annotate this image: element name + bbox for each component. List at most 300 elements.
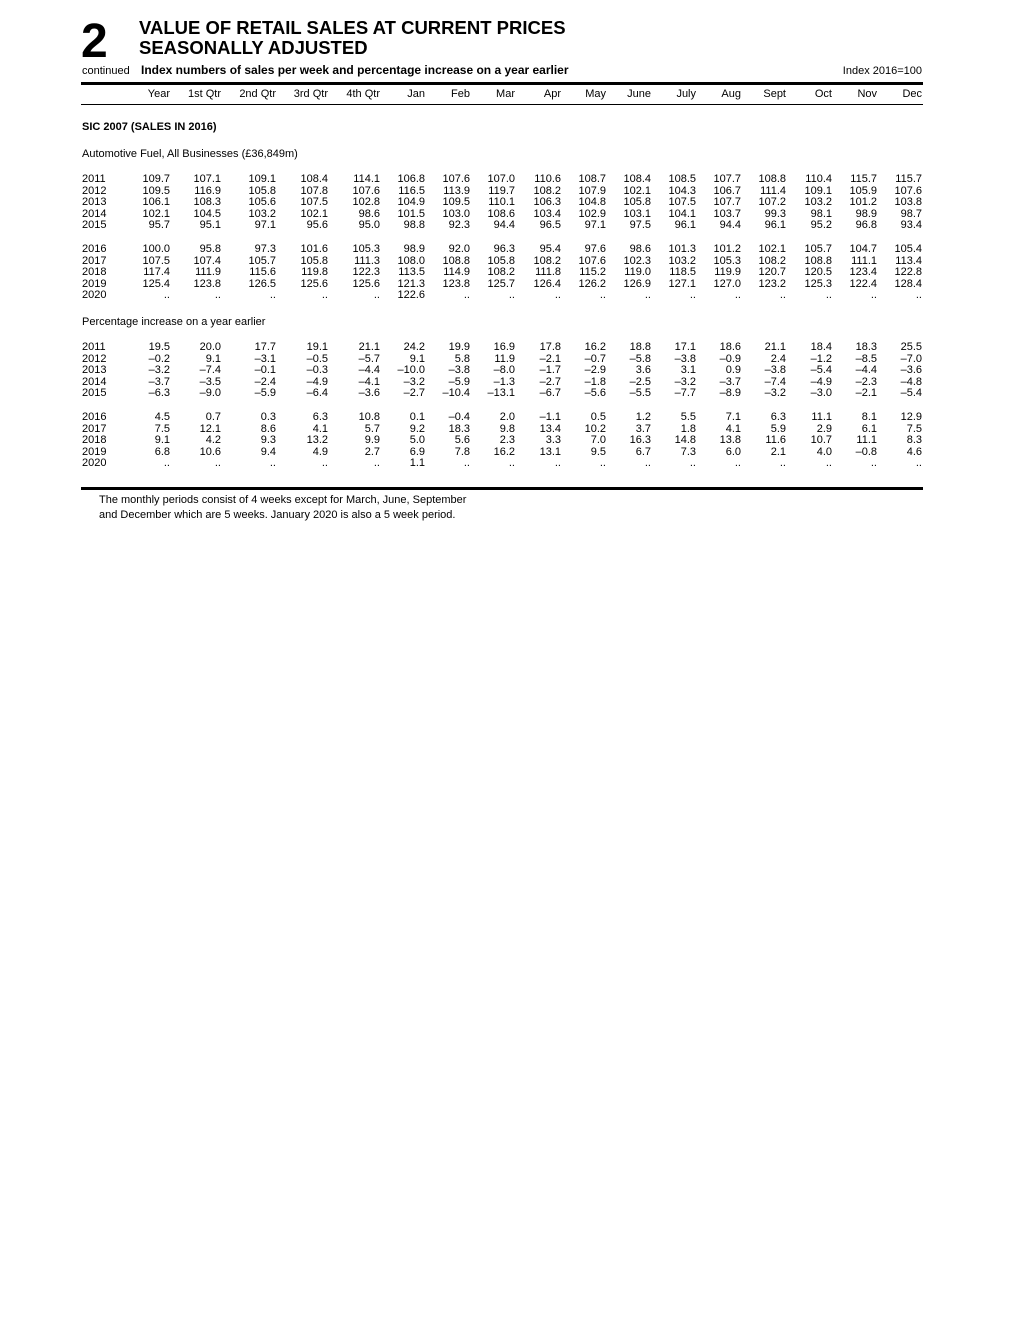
table-cell: .. [644, 289, 651, 301]
table-cell: 104.3 [668, 184, 696, 197]
table-cell: .. [163, 289, 170, 301]
table-cell: –10.4 [442, 387, 470, 399]
table-cell: 118.5 [669, 266, 696, 278]
table-cell: .. [689, 289, 696, 301]
table-row [0, 185, 1020, 197]
table-cell: 115.2 [579, 266, 606, 278]
table-cell: 105.6 [248, 196, 276, 208]
table-cell: –7.4 [764, 375, 786, 388]
column-header: 1st Qtr [187, 88, 221, 100]
section-label-percentage: Percentage increase on a year earlier [82, 316, 266, 328]
table-cell: 108.7 [578, 173, 606, 185]
table-cell: 101.2 [713, 243, 741, 255]
table-cell: 108.8 [804, 254, 832, 267]
table-cell: 114.9 [443, 266, 470, 278]
table-cell: 21.1 [358, 341, 380, 353]
column-header: 3rd Qtr [293, 88, 328, 100]
table-cell: 104.7 [849, 243, 877, 255]
footnote [99, 493, 466, 522]
table-cell: 98.1 [810, 207, 832, 220]
table-cell: –4.1 [358, 375, 380, 388]
table-cell: –2.5 [629, 375, 651, 388]
table-cell: 6.7 [635, 445, 651, 458]
table-cell: 18.8 [629, 341, 651, 353]
table-cell: .. [214, 289, 221, 301]
table-cell: –5.6 [584, 387, 606, 399]
continued-label: continued [82, 65, 130, 77]
table-cell: 104.8 [578, 196, 606, 208]
footnote-line-1: The monthly periods consist of 4 weeks except for March, June, September [99, 494, 467, 506]
table-cell: 21.1 [764, 341, 786, 353]
table-cell: 105.8 [300, 254, 328, 267]
table-cell: –3.2 [674, 375, 696, 388]
table-cell: –3.0 [810, 387, 832, 399]
top-rule [81, 82, 923, 85]
table-cell: –7.7 [674, 387, 696, 399]
table-cell: –2.7 [403, 387, 425, 399]
table-cell: –3.7 [148, 375, 170, 388]
table-cell: 4.2 [205, 434, 221, 446]
table-cell: –7.4 [199, 364, 221, 376]
row-year: 2016 [82, 243, 107, 255]
table-cell: 110.1 [488, 196, 515, 208]
title-line-1: VALUE OF RETAIL SALES AT CURRENT PRICES [139, 17, 566, 38]
table-cell: 108.3 [193, 196, 221, 208]
table-cell: –3.6 [358, 387, 380, 399]
row-year: 2020 [82, 289, 107, 301]
table-cell: 18.3 [448, 422, 470, 435]
table-cell: 4.1 [312, 422, 328, 435]
table-cell: –4.8 [900, 375, 922, 388]
row-year: 2019 [82, 445, 107, 458]
column-header: Apr [543, 88, 561, 100]
row-year: 2011 [82, 341, 106, 353]
table-cell: –8.9 [719, 387, 741, 399]
table-cell: .. [163, 457, 170, 469]
table-cell: –3.8 [674, 352, 696, 365]
table-cell: –3.2 [148, 364, 170, 376]
table-cell: –1.2 [810, 352, 832, 365]
table-cell: –6.3 [148, 387, 170, 399]
table-cell: 119.7 [488, 184, 515, 197]
table-row [0, 434, 1020, 446]
table-cell: 1.2 [635, 411, 651, 423]
table-cell: 120.5 [804, 266, 832, 278]
table-cell: –0.9 [719, 352, 741, 365]
table-cell: 4.5 [154, 411, 170, 423]
table-cell: 107.7 [713, 196, 741, 208]
table-cell: –3.2 [764, 387, 786, 399]
table-cell: 103.0 [442, 207, 470, 220]
table-cell: –5.9 [254, 387, 276, 399]
row-year: 2016 [82, 411, 107, 423]
table-cell: 11.1 [811, 411, 832, 423]
table-cell: 0.3 [260, 411, 276, 423]
table-cell: 97.5 [629, 219, 651, 231]
table-cell: 10.6 [199, 445, 221, 458]
table-cell: 104.5 [193, 207, 221, 220]
table-row [0, 196, 1020, 208]
table-cell: –3.8 [764, 364, 786, 376]
table-cell: 108.2 [533, 254, 561, 267]
table-cell: 104.9 [397, 196, 425, 208]
table-cell: 6.0 [725, 445, 741, 458]
table-cell: 115.7 [895, 173, 922, 185]
table-cell: 105.8 [248, 184, 276, 197]
table-cell: 119.0 [624, 266, 651, 278]
table-cell: 5.6 [454, 434, 470, 446]
table-row [0, 411, 1020, 423]
table-cell: .. [554, 457, 561, 469]
table-row [0, 289, 1020, 301]
table-subtitle: Index numbers of sales per week and percentage increase on a year earlier [141, 63, 569, 77]
row-year: 2013 [82, 364, 107, 376]
table-cell: 9.2 [409, 422, 425, 435]
column-header: Aug [721, 88, 741, 100]
header-rule [81, 104, 923, 105]
table-cell: 102.8 [352, 196, 380, 208]
table-cell: 10.7 [810, 434, 832, 446]
column-header: June [627, 88, 651, 100]
table-cell: –5.4 [810, 364, 832, 376]
table-cell: –2.7 [539, 375, 561, 388]
row-year: 2012 [82, 352, 107, 365]
table-cell: .. [734, 289, 741, 301]
table-row [0, 423, 1020, 435]
table-cell: 97.6 [584, 243, 606, 255]
column-header: Nov [857, 88, 877, 100]
table-cell: 98.6 [358, 207, 380, 220]
table-cell: 103.1 [623, 207, 651, 220]
table-cell: 119.8 [301, 266, 328, 278]
table-cell: –5.9 [448, 375, 470, 388]
table-cell: 98.9 [855, 207, 877, 220]
table-cell: 9.1 [409, 352, 425, 365]
bottom-rule [81, 487, 923, 490]
table-cell: –3.5 [199, 375, 221, 388]
row-year: 2018 [82, 434, 107, 446]
table-cell: –3.2 [403, 375, 425, 388]
table-cell: 107.6 [352, 184, 380, 197]
table-cell: 12.9 [900, 411, 922, 423]
table-cell: 105.8 [623, 196, 651, 208]
column-header: 4th Qtr [346, 88, 380, 100]
table-cell: 13.4 [539, 422, 561, 435]
table-cell: 125.6 [300, 277, 328, 290]
table-cell: –4.9 [306, 375, 328, 388]
table-cell: 92.0 [448, 243, 470, 255]
table-cell: 6.1 [861, 422, 877, 435]
table-cell: –4.4 [855, 364, 877, 376]
table-cell: 113.9 [443, 184, 470, 197]
column-header: Mar [496, 88, 515, 100]
table-cell: 111.3 [354, 254, 380, 267]
table-cell: .. [825, 289, 832, 301]
table-cell: 108.2 [758, 254, 786, 267]
column-header: May [585, 88, 606, 100]
table-cell: 101.2 [849, 196, 877, 208]
table-cell: 103.4 [533, 207, 561, 220]
table-cell: 18.6 [719, 341, 741, 353]
table-row [0, 278, 1020, 290]
table-cell: 113.4 [895, 254, 922, 267]
table-cell: 96.8 [855, 219, 877, 231]
table-cell: 102.9 [578, 207, 606, 220]
table-cell: 107.6 [442, 173, 470, 185]
table-cell: 7.5 [906, 422, 922, 435]
table-cell: 0.9 [725, 364, 741, 376]
table-cell: 95.2 [810, 219, 832, 231]
table-cell: 10.8 [358, 411, 380, 423]
table-cell: –8.5 [855, 352, 877, 365]
table-cell: 111.8 [535, 266, 561, 278]
table-cell: 13.1 [539, 445, 561, 458]
table-cell: 95.1 [199, 219, 221, 231]
table-number: 2 [81, 15, 108, 68]
table-cell: 127.1 [668, 277, 696, 290]
table-cell: 17.7 [254, 341, 276, 353]
table-cell: 123.8 [442, 277, 470, 290]
table-cell: 102.1 [300, 207, 328, 220]
table-cell: –1.1 [539, 411, 561, 423]
table-cell: 125.3 [804, 277, 832, 290]
table-cell: .. [644, 457, 651, 469]
table-row [0, 457, 1020, 469]
table-cell: 7.5 [154, 422, 170, 435]
table-cell: 122.6 [397, 289, 425, 301]
table-cell: .. [870, 289, 877, 301]
table-cell: –2.1 [855, 387, 877, 399]
table-cell: 3.7 [635, 422, 651, 435]
table-cell: 13.8 [719, 434, 741, 446]
table-cell: .. [779, 457, 786, 469]
table-cell: 96.1 [674, 219, 696, 231]
table-cell: 96.1 [764, 219, 786, 231]
table-cell: 120.7 [758, 266, 786, 278]
table-cell: 3.1 [680, 364, 696, 376]
table-cell: 105.4 [894, 243, 922, 255]
table-cell: 92.3 [448, 219, 470, 231]
table-cell: 19.5 [148, 341, 170, 353]
table-cell: 97.1 [254, 219, 276, 231]
table-cell: 8.6 [260, 422, 276, 435]
table-cell: 115.6 [249, 266, 276, 278]
table-cell: .. [915, 457, 922, 469]
table-cell: .. [269, 289, 276, 301]
table-cell: 5.8 [454, 352, 470, 365]
table-cell: –1.3 [493, 375, 515, 388]
row-year: 2018 [82, 266, 107, 278]
table-cell: 3.6 [635, 364, 651, 376]
table-cell: 125.6 [352, 277, 380, 290]
table-cell: 111.1 [851, 254, 877, 267]
table-cell: –7.0 [900, 352, 922, 365]
table-cell: 5.0 [409, 434, 425, 446]
table-row [0, 219, 1020, 231]
table-cell: 115.7 [850, 173, 877, 185]
table-cell: 1.1 [409, 457, 425, 469]
table-cell: 5.9 [770, 422, 786, 435]
table-cell: 13.2 [306, 434, 328, 446]
table-row [0, 173, 1020, 185]
table-cell: 121.3 [397, 277, 425, 290]
table-cell: 105.7 [804, 243, 832, 255]
table-cell: 18.4 [810, 341, 832, 353]
table-row [0, 266, 1020, 278]
table-cell: 106.8 [397, 173, 425, 185]
table-cell: 107.1 [193, 173, 221, 185]
table-cell: –2.9 [584, 364, 606, 376]
table-cell: 1.8 [680, 422, 696, 435]
table-cell: 95.4 [539, 243, 561, 255]
table-cell: 110.6 [534, 173, 561, 185]
table-cell: 101.5 [397, 207, 425, 220]
table-cell: 106.1 [142, 196, 170, 208]
table-cell: 19.1 [306, 341, 328, 353]
column-header: Sept [763, 88, 786, 100]
table-cell: 125.4 [142, 277, 170, 290]
table-cell: .. [915, 289, 922, 301]
table-row [0, 255, 1020, 267]
table-cell: 2.7 [364, 445, 380, 458]
table-cell: 111.9 [195, 266, 221, 278]
row-year: 2014 [82, 207, 107, 220]
table-cell: 123.2 [758, 277, 786, 290]
table-cell: 7.1 [725, 411, 741, 423]
table-cell: 122.4 [849, 277, 877, 290]
table-cell: 2.9 [816, 422, 832, 435]
footnote-line-2: and December which are 5 weeks. January 2020 is also a 5 week period. [99, 508, 456, 521]
table-cell: .. [689, 457, 696, 469]
table-cell: 101.6 [300, 243, 328, 255]
table-cell: 105.8 [487, 254, 515, 267]
table-cell: 108.2 [533, 184, 561, 197]
table-cell: 0.7 [205, 411, 221, 423]
table-cell: 14.8 [674, 434, 696, 446]
table-cell: 107.4 [193, 254, 221, 267]
table-cell: 95.6 [306, 219, 328, 231]
table-cell: 9.9 [364, 434, 380, 446]
table-cell: 116.9 [194, 184, 221, 197]
table-cell: .. [599, 289, 606, 301]
table-cell: 101.3 [668, 243, 696, 255]
table-cell: 105.3 [713, 254, 741, 267]
table-cell: 108.0 [397, 254, 425, 267]
table-row [0, 364, 1020, 376]
table-cell: –3.8 [448, 364, 470, 376]
row-year: 2017 [82, 254, 107, 267]
table-cell: 107.9 [578, 184, 606, 197]
table-cell: .. [870, 457, 877, 469]
table-cell: 7.3 [680, 445, 696, 458]
table-cell: .. [373, 289, 380, 301]
row-year: 2015 [82, 219, 107, 231]
table-cell: 19.9 [448, 341, 470, 353]
table-cell: –0.3 [306, 364, 328, 376]
table-cell: –6.7 [539, 387, 561, 399]
column-header: Jan [407, 88, 425, 100]
table-cell: 99.3 [764, 207, 786, 220]
table-cell: 0.1 [409, 411, 425, 423]
table-cell: 111.4 [760, 184, 786, 197]
table-cell: .. [734, 457, 741, 469]
table-cell: 96.5 [539, 219, 561, 231]
row-year: 2011 [82, 173, 106, 185]
table-cell: 9.4 [260, 445, 276, 458]
table-cell: 95.7 [148, 219, 170, 231]
table-cell: 108.4 [623, 173, 651, 185]
table-cell: 102.3 [623, 254, 651, 267]
table-cell: –6.4 [306, 387, 328, 399]
table-cell: 107.5 [300, 196, 328, 208]
table-cell: –5.8 [629, 352, 651, 365]
table-cell: 102.1 [142, 207, 170, 220]
table-cell: 109.5 [142, 184, 170, 197]
table-cell: 125.7 [487, 277, 515, 290]
row-year: 2012 [82, 184, 107, 197]
table-cell: –10.0 [397, 364, 425, 376]
table-cell: 114.1 [353, 173, 380, 185]
table-cell: –0.8 [855, 445, 877, 458]
table-cell: 3.3 [545, 434, 561, 446]
table-cell: –1.8 [584, 375, 606, 388]
row-year: 2017 [82, 422, 107, 435]
table-cell: 103.2 [248, 207, 276, 220]
table-cell: 8.1 [861, 411, 877, 423]
table-cell: 18.3 [855, 341, 877, 353]
table-cell: 16.2 [584, 341, 606, 353]
table-cell: 9.1 [205, 352, 221, 365]
table-cell: 4.6 [906, 445, 922, 458]
table-cell: 126.4 [533, 277, 561, 290]
table-cell: 105.3 [352, 243, 380, 255]
table-cell: 128.4 [894, 277, 922, 290]
table-cell: –4.9 [810, 375, 832, 388]
table-cell: –3.7 [719, 375, 741, 388]
table-cell: 107.5 [142, 254, 170, 267]
table-cell: 98.8 [403, 219, 425, 231]
table-cell: 7.8 [454, 445, 470, 458]
table-cell: 4.0 [816, 445, 832, 458]
table-cell: 8.3 [906, 434, 922, 446]
table-cell: 10.2 [584, 422, 606, 435]
table-cell: –0.7 [584, 352, 606, 365]
table-cell: .. [214, 457, 221, 469]
table-cell: 109.7 [142, 173, 170, 185]
table-cell: 98.6 [629, 243, 651, 255]
table-cell: 9.1 [154, 434, 170, 446]
table-cell: –5.5 [629, 387, 651, 399]
column-header: July [676, 88, 696, 100]
table-cell: 6.3 [770, 411, 786, 423]
table-cell: 126.9 [623, 277, 651, 290]
row-year: 2014 [82, 375, 107, 388]
table-cell: .. [508, 289, 515, 301]
table-cell: 9.8 [499, 422, 515, 435]
title-line-2: SEASONALLY ADJUSTED [139, 37, 368, 58]
table-cell: 122.3 [352, 266, 380, 278]
table-cell: –0.1 [254, 364, 276, 376]
table-cell: 0.5 [590, 411, 606, 423]
table-cell: –0.5 [306, 352, 328, 365]
table-cell: 16.9 [493, 341, 515, 353]
table-cell: –13.1 [487, 387, 515, 399]
table-cell: 9.5 [590, 445, 606, 458]
table-cell: –5.7 [358, 352, 380, 365]
table-cell: –3.6 [900, 364, 922, 376]
table-cell: 7.0 [590, 434, 606, 446]
table-cell: 103.2 [804, 196, 832, 208]
